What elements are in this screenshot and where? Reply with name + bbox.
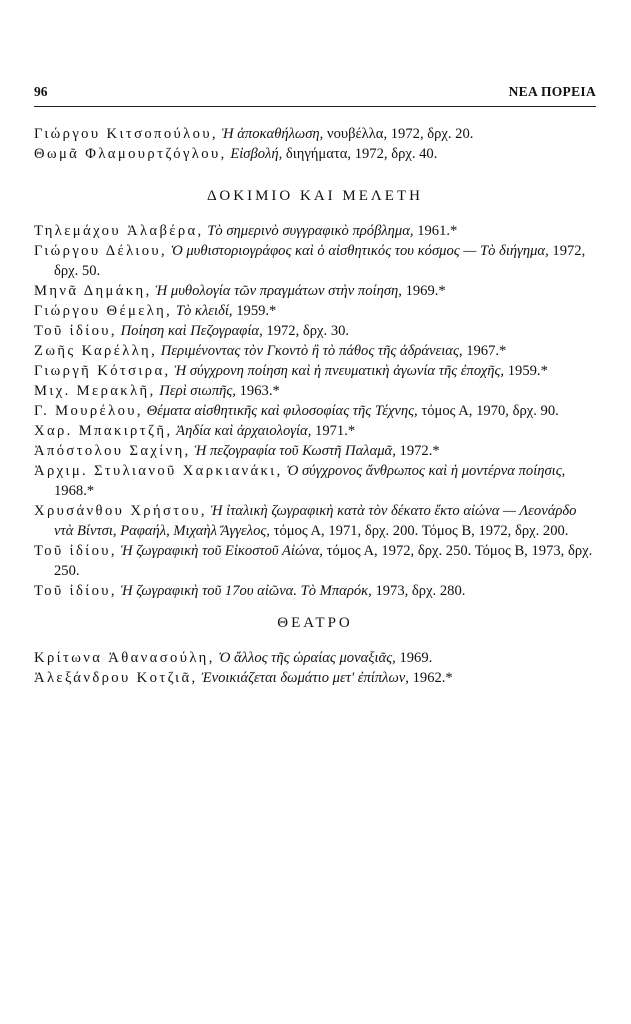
catalog-entry bbox=[34, 361, 596, 381]
entry-rest: 1959.* bbox=[236, 303, 277, 319]
catalog-entry bbox=[34, 381, 596, 401]
entry-author: Τοῦ ἰδίου, bbox=[34, 583, 117, 599]
catalog-content bbox=[34, 124, 596, 688]
entry-title: Περιμένοντας τὸν Γκοντὸ ἢ τὸ πάθος τῆς ἀδράνειας, bbox=[160, 343, 463, 359]
entry-rest: 1972, δρχ. 50. bbox=[54, 243, 586, 279]
catalog-entry bbox=[34, 581, 596, 601]
entry-rest: 1969. bbox=[399, 650, 433, 666]
entry-title: Ἡ ζωγραφικὴ τοῦ Εἰκοστοῦ Αἰώνα, bbox=[120, 543, 323, 559]
entry-author: Τηλεμάχου Ἀλαβέρα, bbox=[34, 223, 204, 239]
entry-author: Ζωῆς Καρέλλη, bbox=[34, 343, 158, 359]
entry-title: Ἡ ἰταλικὴ ζωγραφικὴ κατὰ τὸν δέκατο ἕκτο αἰώνα — Λεονάρδο ντὰ Βίντσι, Ραφαήλ, Μιχαὴλ Ἄγγελος, bbox=[54, 503, 577, 539]
entry-rest: 1963.* bbox=[239, 383, 280, 399]
section-title: ΔΟΚΙΜΙΟ ΚΑΙ ΜΕΛΕΤΗ bbox=[207, 188, 423, 204]
entry-rest: νουβέλλα, 1972, δρχ. 20. bbox=[326, 126, 474, 142]
entry-author: Γ. Μουρέλου, bbox=[34, 403, 143, 419]
journal-title: ΝΕΑ ΠΟΡΕΙΑ bbox=[508, 84, 596, 99]
entry-rest: τόμος Α, 1972, δρχ. 250. Τόμος Β, 1973, δρχ. 250. bbox=[54, 543, 593, 579]
entry-title: Ποίηση καὶ Πεζογραφία, bbox=[120, 323, 263, 339]
section-title: ΘΕΑΤΡΟ bbox=[277, 615, 353, 631]
entry-rest: 1961.* bbox=[417, 223, 458, 239]
catalog-entry bbox=[34, 321, 596, 341]
entry-author: Θωμᾶ Φλαμουρτζόγλου, bbox=[34, 146, 227, 162]
entry-title: Εἰσβολή, bbox=[230, 146, 283, 162]
entry-author: Ἀπόστολου Σαχίνη, bbox=[34, 443, 191, 459]
entry-rest: διηγήματα, 1972, δρχ. 40. bbox=[285, 146, 438, 162]
catalog-entry bbox=[34, 668, 596, 688]
entry-author: Τοῦ ἰδίου, bbox=[34, 543, 117, 559]
catalog-entry bbox=[34, 341, 596, 361]
entry-rest: 1959.* bbox=[507, 363, 548, 379]
entry-title: Ἡ μυθολογία τῶν πραγμάτων στὴν ποίηση, bbox=[155, 283, 402, 299]
entry-rest: 1972, δρχ. 30. bbox=[266, 323, 350, 339]
entry-author: Γιώργου Δέλιου, bbox=[34, 243, 168, 259]
entry-title: Ὁ σύγχρονος ἄνθρωπος καὶ ἡ μοντέρνα ποίησις, bbox=[286, 463, 566, 479]
catalog-entry bbox=[34, 648, 596, 668]
entry-title: Ἡ ἀποκαθήλωση, bbox=[221, 126, 324, 142]
entry-title: Τὸ σημερινὸ συγγραφικὸ πρόβλημα, bbox=[207, 223, 414, 239]
entry-rest: 1967.* bbox=[466, 343, 507, 359]
entry-rest: 1969.* bbox=[405, 283, 446, 299]
page-header bbox=[34, 84, 596, 107]
entry-rest: 1971.* bbox=[315, 423, 356, 439]
entry-author: Γιωργῆ Κότσιρα, bbox=[34, 363, 171, 379]
catalog-entry bbox=[34, 401, 596, 421]
entry-title: Ἐνοικιάζεται δωμάτιο μετ' ἐπίπλων, bbox=[201, 670, 409, 686]
entry-title: Ἡ ζωγραφικὴ τοῦ 17ου αἰῶνα. Τὸ Μπαρόκ, bbox=[120, 583, 372, 599]
catalog-entry bbox=[34, 421, 596, 441]
entry-title: Ἀηδία καὶ ἀρχαιολογία, bbox=[176, 423, 312, 439]
entry-title: Ἡ σύγχρονη ποίηση καὶ ἡ πνευματικὴ ἀγωνία τῆς ἐποχῆς, bbox=[174, 363, 505, 379]
catalog-entry bbox=[34, 541, 596, 581]
catalog-entry bbox=[34, 144, 596, 164]
entry-author: Κρίτωνα Ἀθανασούλη, bbox=[34, 650, 215, 666]
entry-title: Περὶ σιωπῆς, bbox=[159, 383, 236, 399]
entry-rest: 1973, δρχ. 280. bbox=[375, 583, 466, 599]
entry-title: Θέματα αἰσθητικῆς καὶ φιλοσοφίας τῆς Τέχνης, bbox=[146, 403, 418, 419]
entry-author: Τοῦ ἰδίου, bbox=[34, 323, 117, 339]
entry-rest: τόμος Α, 1971, δρχ. 200. Τόμος Β, 1972, δρχ. 200. bbox=[273, 523, 569, 539]
catalog-entry bbox=[34, 124, 596, 144]
catalog-entry bbox=[34, 241, 596, 281]
catalog-entry bbox=[34, 441, 596, 461]
entry-author: Ἀλεξάνδρου Κοτζιᾶ, bbox=[34, 670, 198, 686]
entry-author: Χρυσάνθου Χρήστου, bbox=[34, 503, 207, 519]
catalog-entry bbox=[34, 301, 596, 321]
entry-rest: τόμος Α, 1970, δρχ. 90. bbox=[421, 403, 559, 419]
catalog-entry bbox=[34, 221, 596, 241]
entry-author: Μηνᾶ Δημάκη, bbox=[34, 283, 152, 299]
entry-author: Χαρ. Μπακιρτζῆ, bbox=[34, 423, 173, 439]
entry-rest: 1968.* bbox=[54, 483, 95, 499]
entry-rest: 1962.* bbox=[412, 670, 453, 686]
entry-rest: 1972.* bbox=[399, 443, 440, 459]
entry-title: Ὁ ἄλλος τῆς ὡραίας μοναξιᾶς, bbox=[218, 650, 396, 666]
catalog-entry bbox=[34, 281, 596, 301]
page-number: 96 bbox=[34, 84, 48, 99]
catalog-entry bbox=[34, 501, 596, 541]
entry-title: Ὁ μυθιστοριογράφος καὶ ὁ αἰσθητικός του κόσμος — Τὸ διήγημα, bbox=[170, 243, 549, 259]
entry-author: Μιχ. Μερακλῆ, bbox=[34, 383, 156, 399]
entry-author: Γιώργου Θέμελη, bbox=[34, 303, 173, 319]
entry-author: Ἀρχιμ. Στυλιανοῦ Χαρκιανάκι, bbox=[34, 463, 283, 479]
entry-title: Τὸ κλειδί, bbox=[175, 303, 233, 319]
entry-author: Γιώργου Κιτσοπούλου, bbox=[34, 126, 218, 142]
catalog-entry bbox=[34, 461, 596, 501]
entry-title: Ἡ πεζογραφία τοῦ Κωστῆ Παλαμᾶ, bbox=[194, 443, 396, 459]
